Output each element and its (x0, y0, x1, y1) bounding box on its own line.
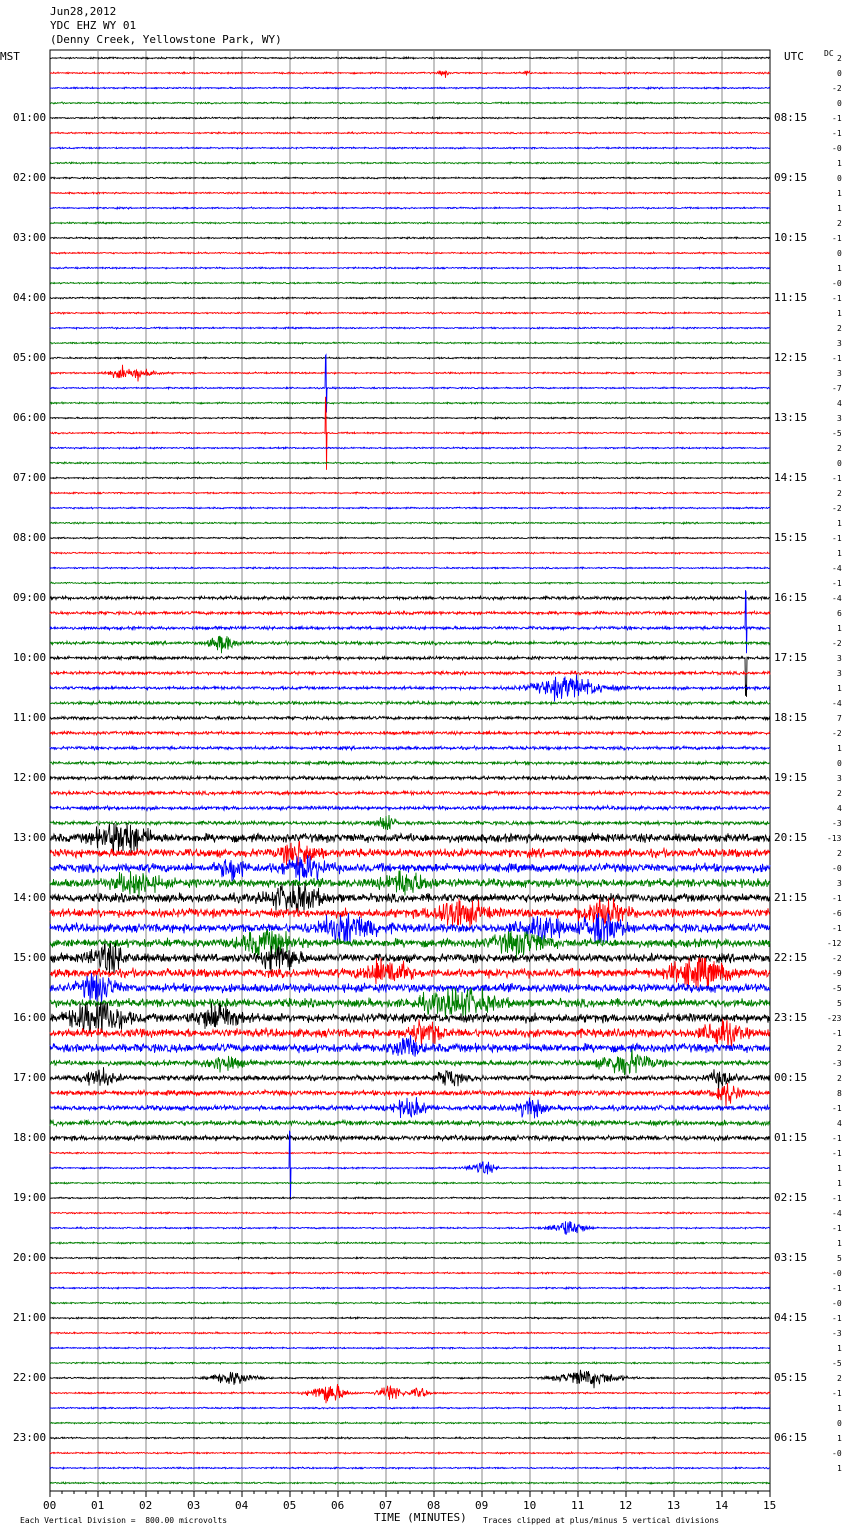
trace-line (50, 1482, 770, 1484)
left-hour-label: 23:00 (13, 1431, 47, 1444)
trace-line (50, 842, 770, 866)
dc-offset-label: 0 (837, 99, 842, 108)
dc-offset-label: 1 (837, 159, 842, 168)
dc-offset-label: -2 (832, 729, 842, 738)
trace-line (50, 806, 770, 811)
dc-offset-label: -1 (832, 474, 842, 483)
trace-line (50, 823, 770, 853)
dc-offset-label: 3 (837, 414, 842, 423)
trace-line (50, 1302, 770, 1304)
dc-offset-label: 1 (837, 1239, 842, 1248)
left-hour-label: 14:00 (13, 891, 47, 904)
trace-line (50, 57, 770, 59)
dc-offset-label: 2 (837, 444, 842, 453)
dc-offset-label: -1 (832, 1389, 842, 1398)
trace-line (50, 365, 770, 382)
x-tick-label: 12 (619, 1499, 633, 1512)
trace-line (50, 611, 770, 615)
dc-offset-label: 1 (837, 744, 842, 753)
left-hour-label: 15:00 (13, 951, 47, 964)
left-hour-label: 16:00 (13, 1011, 47, 1024)
left-timezone-label: MST (0, 50, 20, 63)
dc-offset-label: -3 (832, 819, 842, 828)
left-hour-label: 03:00 (13, 231, 47, 244)
right-hour-label: 15:15 (774, 531, 808, 544)
dc-offset-label: -5 (832, 1359, 842, 1368)
dc-offset-label: 0 (837, 1419, 842, 1428)
dc-offset-label: -0 (832, 1449, 842, 1458)
trace-line (50, 701, 770, 705)
trace-line (50, 1152, 770, 1154)
dc-offset-label: -13 (827, 834, 842, 843)
trace-line (50, 1067, 770, 1092)
dc-offset-label: 2 (837, 1044, 842, 1053)
dc-offset-label: -1 (832, 579, 842, 588)
trace-line (50, 898, 770, 928)
right-hour-label: 18:15 (774, 711, 808, 724)
dc-offset-label: 1 (837, 1464, 842, 1473)
dc-offset-label: -1 (832, 294, 842, 303)
trace-line (50, 1120, 770, 1127)
left-hour-label: 18:00 (13, 1131, 47, 1144)
dc-offset-label: 1 (837, 684, 842, 693)
trace-line (50, 656, 770, 697)
trace-line (50, 1221, 770, 1235)
dc-label: DC (824, 49, 834, 58)
dc-offset-label: 5 (837, 1254, 842, 1263)
dc-offset-label: -1 (832, 1029, 842, 1038)
right-hour-label: 02:15 (774, 1191, 808, 1204)
x-tick-label: 03 (187, 1499, 201, 1512)
dc-offset-label: -2 (832, 639, 842, 648)
trace-line (50, 402, 770, 404)
trace-line (50, 582, 770, 584)
dc-offset-label: -23 (827, 1014, 842, 1023)
right-hour-label: 05:15 (774, 1371, 808, 1384)
dc-offset-label: 2 (837, 489, 842, 498)
x-tick-label: 11 (571, 1499, 585, 1512)
dc-offset-label: -1 (832, 354, 842, 363)
dc-offset-label: -1 (832, 129, 842, 138)
trace-line (50, 447, 770, 449)
dc-offset-label: -4 (832, 594, 842, 603)
dc-offset-label: 8 (837, 1089, 842, 1098)
dc-offset-label: -1 (832, 114, 842, 123)
dc-offset-label: 0 (837, 249, 842, 258)
dc-offset-label: 0 (837, 174, 842, 183)
dc-offset-label: 2 (837, 54, 842, 63)
trace-line (50, 746, 770, 750)
dc-offset-label: -12 (827, 939, 842, 948)
trace-line (50, 1332, 770, 1334)
dc-offset-label: -2 (832, 954, 842, 963)
header-location: (Denny Creek, Yellowstone Park, WY) (50, 33, 282, 46)
plot-frame (50, 50, 770, 1491)
trace-line (50, 177, 770, 179)
right-hour-label: 12:15 (774, 351, 808, 364)
trace-line (50, 492, 770, 494)
dc-offset-label: -1 (832, 1194, 842, 1203)
trace-line (50, 1437, 770, 1439)
trace-line (50, 207, 770, 209)
trace-line (50, 1272, 770, 1274)
trace-line (50, 761, 770, 765)
trace-line (50, 988, 770, 1018)
left-hour-label: 21:00 (13, 1311, 47, 1324)
right-hour-label: 10:15 (774, 231, 808, 244)
x-tick-label: 14 (715, 1499, 729, 1512)
dc-offset-label: 1 (837, 549, 842, 558)
trace-line (50, 522, 770, 524)
trace-line (50, 1242, 770, 1244)
x-tick-label: 10 (523, 1499, 537, 1512)
trace-line (50, 1384, 770, 1403)
dc-offset-label: -1 (832, 234, 842, 243)
dc-offset-label: -3 (832, 1329, 842, 1338)
trace-line (50, 1467, 770, 1469)
dc-offset-label: 7 (837, 714, 842, 723)
dc-offset-label: -0 (832, 144, 842, 153)
trace-line (50, 267, 770, 269)
x-tick-label: 07 (379, 1499, 393, 1512)
trace-line (50, 397, 770, 470)
trace-line (50, 596, 770, 600)
dc-offset-label: 1 (837, 309, 842, 318)
trace-line (50, 1370, 770, 1388)
left-hour-label: 11:00 (13, 711, 47, 724)
x-tick-label: 01 (91, 1499, 105, 1512)
x-tick-label: 06 (331, 1499, 345, 1512)
dc-offset-label: 3 (837, 669, 842, 678)
dc-offset-label: 3 (837, 339, 842, 348)
dc-offset-label: 1 (837, 1179, 842, 1188)
trace-line (50, 462, 770, 464)
trace-line (50, 552, 770, 554)
dc-offset-label: -5 (832, 429, 842, 438)
x-tick-label: 05 (283, 1499, 297, 1512)
trace-line (50, 252, 770, 254)
trace-line (50, 477, 770, 479)
trace-line (50, 102, 770, 104)
dc-offset-label: -1 (832, 1134, 842, 1143)
dc-offset-label: -3 (832, 1059, 842, 1068)
dc-offset-label: 1 (837, 1434, 842, 1443)
left-hour-label: 09:00 (13, 591, 47, 604)
dc-offset-label: 1 (837, 519, 842, 528)
x-axis-title: TIME (MINUTES) (374, 1511, 467, 1524)
trace-line (50, 222, 770, 224)
trace-line (50, 943, 770, 973)
left-hour-label: 08:00 (13, 531, 47, 544)
trace-line (50, 791, 770, 796)
x-tick-label: 15 (763, 1499, 777, 1512)
dc-offset-label: -2 (832, 504, 842, 513)
dc-offset-label: 1 (837, 264, 842, 273)
dc-offset-label: -4 (832, 1209, 842, 1218)
trace-line (50, 1182, 770, 1184)
trace-line (50, 342, 770, 344)
dc-offset-label: -6 (832, 909, 842, 918)
left-hour-label: 04:00 (13, 291, 47, 304)
right-hour-label: 23:15 (774, 1011, 808, 1024)
dc-offset-label: 3 (837, 879, 842, 888)
dc-offset-label: -1 (832, 1314, 842, 1323)
right-hour-label: 17:15 (774, 651, 808, 664)
trace-line (50, 716, 770, 720)
dc-offset-label: 1 (837, 1344, 842, 1353)
right-timezone-label: UTC (784, 50, 804, 63)
trace-line (50, 297, 770, 299)
left-hour-label: 07:00 (13, 471, 47, 484)
dc-offset-label: -0 (832, 864, 842, 873)
trace-line (50, 1287, 770, 1289)
trace-line (50, 1197, 770, 1199)
trace-line (50, 567, 770, 569)
right-hour-label: 21:15 (774, 891, 808, 904)
trace-line (50, 162, 770, 164)
left-hour-label: 17:00 (13, 1071, 47, 1084)
trace-line (50, 913, 770, 943)
dc-offset-label: 2 (837, 1074, 842, 1083)
dc-offset-label: 4 (837, 399, 842, 408)
left-hour-label: 13:00 (13, 831, 47, 844)
trace-line (50, 815, 770, 830)
dc-offset-label: -1 (832, 1149, 842, 1158)
trace-line (50, 855, 770, 883)
trace-line (50, 1347, 770, 1349)
header-station: YDC EHZ WY 01 (50, 19, 137, 32)
trace-line (50, 282, 770, 284)
trace-line (50, 1097, 770, 1118)
trace-line (50, 1003, 770, 1033)
x-tick-label: 04 (235, 1499, 249, 1512)
dc-offset-label: 4 (837, 804, 842, 813)
dc-offset-label: 2 (837, 789, 842, 798)
dc-offset-label: -7 (832, 384, 842, 393)
dc-offset-label: 1 (837, 1404, 842, 1413)
right-hour-label: 00:15 (774, 1071, 808, 1084)
right-hour-label: 08:15 (774, 111, 808, 124)
dc-offset-label: -4 (832, 699, 842, 708)
x-tick-label: 00 (43, 1499, 57, 1512)
right-hour-label: 16:15 (774, 591, 808, 604)
dc-offset-label: 0 (837, 759, 842, 768)
dc-offset-label: -9 (832, 969, 842, 978)
trace-line (50, 147, 770, 149)
trace-line (50, 1452, 770, 1454)
trace-line (50, 87, 770, 89)
dc-offset-label: 0 (837, 459, 842, 468)
dc-offset-label: -1 (832, 924, 842, 933)
dc-offset-label: -2 (832, 84, 842, 93)
right-hour-label: 11:15 (774, 291, 808, 304)
x-tick-label: 02 (139, 1499, 153, 1512)
dc-offset-label: 1 (837, 204, 842, 213)
dc-offset-label: -0 (832, 1269, 842, 1278)
left-hour-label: 01:00 (13, 111, 47, 124)
dc-offset-label: -5 (832, 984, 842, 993)
trace-line (50, 1212, 770, 1214)
trace-line (50, 671, 770, 675)
trace-line (50, 417, 770, 419)
left-hour-label: 20:00 (13, 1251, 47, 1264)
right-hour-label: 20:15 (774, 831, 808, 844)
dc-offset-label: -1 (832, 534, 842, 543)
dc-offset-label: -4 (832, 564, 842, 573)
dc-offset-label: -1 (832, 1224, 842, 1233)
left-hour-label: 06:00 (13, 411, 47, 424)
right-hour-label: 13:15 (774, 411, 808, 424)
trace-line (50, 1407, 770, 1409)
trace-line (50, 1317, 770, 1319)
dc-offset-label: -1 (832, 1284, 842, 1293)
trace-line (50, 237, 770, 239)
trace-line (50, 312, 770, 314)
dc-offset-label: 3 (837, 774, 842, 783)
x-tick-label: 09 (475, 1499, 489, 1512)
dc-offset-label: 5 (837, 999, 842, 1008)
dc-offset-label: 4 (837, 1119, 842, 1128)
trace-line (50, 1257, 770, 1259)
trace-line (50, 357, 770, 359)
trace-line (50, 1049, 770, 1075)
right-hour-label: 04:15 (774, 1311, 808, 1324)
x-tick-label: 08 (427, 1499, 441, 1512)
trace-line (50, 929, 770, 958)
trace-line (50, 675, 770, 702)
dc-offset-label: -1 (832, 894, 842, 903)
header-date: Jun28,2012 (50, 5, 117, 18)
x-tick-label: 13 (667, 1499, 681, 1512)
left-hour-label: 02:00 (13, 171, 47, 184)
dc-offset-label: 0 (837, 69, 842, 78)
dc-offset-label: 2 (837, 849, 842, 858)
trace-line (50, 1135, 770, 1142)
dc-offset-label: 3 (837, 654, 842, 663)
dc-offset-label: 3 (837, 369, 842, 378)
left-hour-label: 05:00 (13, 351, 47, 364)
trace-line (50, 507, 770, 509)
dc-offset-label: 1 (837, 624, 842, 633)
trace-line (50, 1131, 770, 1200)
trace-line (50, 776, 770, 781)
trace-line (50, 1035, 770, 1057)
trace-line (50, 731, 770, 735)
dc-offset-label: -0 (832, 1299, 842, 1308)
right-hour-label: 01:15 (774, 1131, 808, 1144)
right-hour-label: 03:15 (774, 1251, 808, 1264)
dc-offset-label: 2 (837, 219, 842, 228)
footer-scale-note: Each Vertical Division = 800.00 microvolts (20, 1516, 228, 1525)
trace-line (50, 883, 770, 913)
trace-line (50, 636, 770, 653)
right-hour-label: 06:15 (774, 1431, 808, 1444)
trace-line (50, 192, 770, 194)
trace-line (50, 327, 770, 329)
right-hour-label: 22:15 (774, 951, 808, 964)
trace-line (50, 537, 770, 539)
footer-clip-note: Traces clipped at plus/minus 5 vertical divisions (483, 1516, 720, 1525)
trace-line (50, 1422, 770, 1424)
dc-offset-label: 1 (837, 189, 842, 198)
trace-line (50, 132, 770, 134)
left-hour-label: 12:00 (13, 771, 47, 784)
left-hour-label: 10:00 (13, 651, 47, 664)
dc-offset-label: 2 (837, 1374, 842, 1383)
right-hour-label: 09:15 (774, 171, 808, 184)
dc-offset-label: 6 (837, 609, 842, 618)
trace-line (50, 870, 770, 898)
right-hour-label: 19:15 (774, 771, 808, 784)
trace-line (50, 1362, 770, 1364)
dc-offset-label: 1 (837, 1164, 842, 1173)
trace-line (50, 71, 770, 78)
right-hour-label: 14:15 (774, 471, 808, 484)
trace-line (50, 973, 770, 1003)
left-hour-label: 22:00 (13, 1371, 47, 1384)
trace-line (50, 117, 770, 119)
dc-offset-label: -0 (832, 279, 842, 288)
dc-offset-label: 2 (837, 324, 842, 333)
dc-offset-label: -1 (832, 1104, 842, 1113)
left-hour-label: 19:00 (13, 1191, 47, 1204)
